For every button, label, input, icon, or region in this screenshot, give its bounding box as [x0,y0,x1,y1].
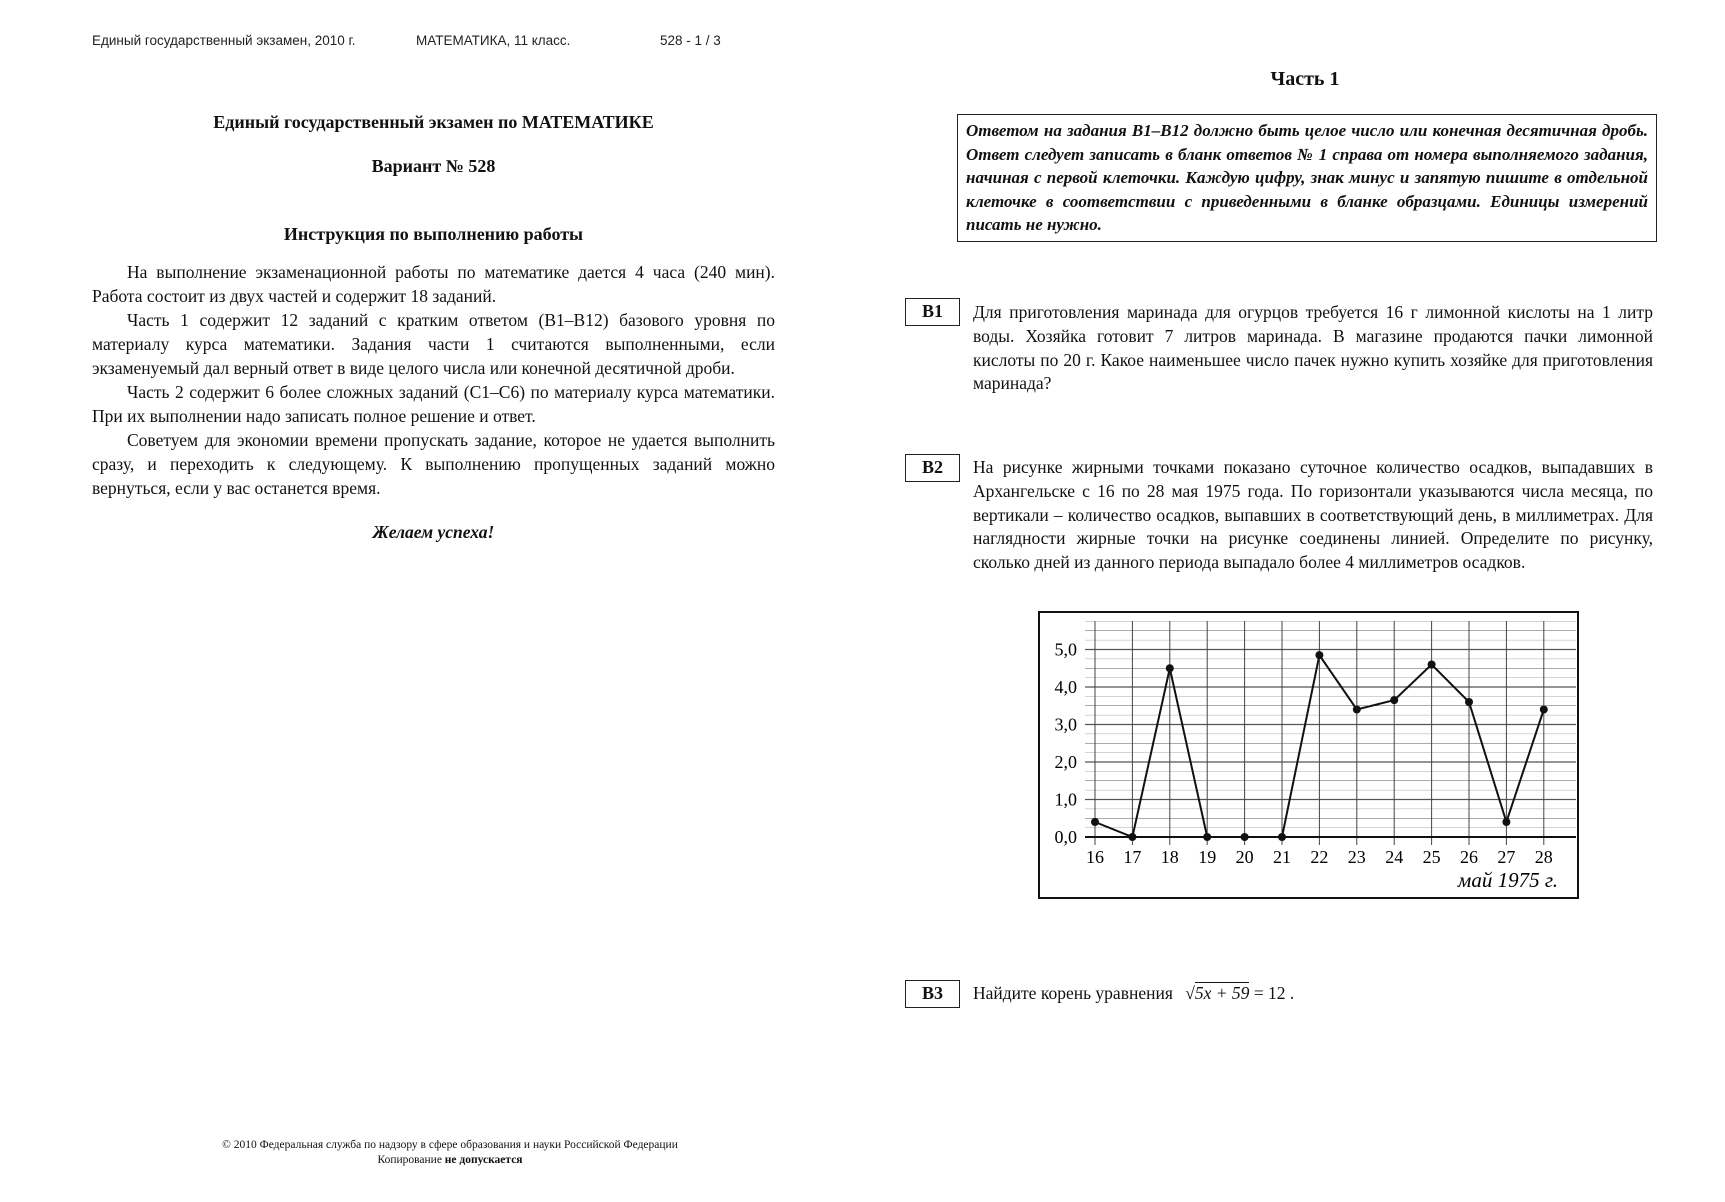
footer-copyright: © 2010 Федеральная служба по надзору в сфере образования и науки Российской Федерации [222,1139,678,1151]
variant: Вариант № 528 [371,156,496,176]
task-text-b1: Для приготовления маринада для огурцов требуется 16 г лимонной кислоты на 1 литр воды. Хозяйка готовит 7 литров маринада. В магазине продаются пачки лимонной кислоты по 20 г. Какое наименьшее число пачек нужно купить хозяйке для приготовления маринада? [973,302,1653,394]
task-label-b2: B2 [905,454,960,482]
task-b3-text: Найдите корень уравнения [973,983,1173,1003]
x-tick-label: 16 [1086,847,1104,867]
formula: √5x + 59 = 12 . [1185,983,1295,1003]
footer-copy-a: Копирование [377,1154,445,1166]
x-tick-label: 20 [1235,847,1254,867]
y-tick-label: 1,0 [1054,789,1077,810]
task-label-b1: B1 [905,298,960,326]
data-point [1390,696,1398,704]
x-tick-label: 25 [1422,847,1441,867]
part-title: Часть 1 [1270,68,1340,90]
wish: Желаем успеха! [372,522,495,542]
x-tick-label: 18 [1160,847,1179,867]
x-tick-label: 22 [1310,847,1329,867]
data-point [1502,818,1510,826]
x-axis-label: май 1975 г. [1457,868,1558,892]
y-tick-label: 2,0 [1054,752,1077,772]
header-page: 528 - 1 / 3 [660,33,721,48]
data-point [1091,818,1099,826]
x-tick-label: 26 [1460,847,1478,867]
y-tick-label: 0,0 [1054,827,1077,847]
data-point [1428,661,1436,669]
data-point [1465,698,1473,706]
paragraph: Советуем для экономии времени пропускать задание, которое не удается выполнить сразу, и переходить к следующему. К выполнению пропущенных заданий можно вернуться, если у вас останется время. [92,430,775,498]
footer [150,1138,750,1168]
formula-radicand: 5x + 59 [1194,983,1250,1003]
doc-title: Единый государственный экзамен по МАТЕМАТИКЕ [213,112,654,132]
paragraph: Часть 2 содержит 6 более сложных заданий (C1–C6) по материалу курса математики. При их выполнении надо записать полное решение и ответ. [92,382,775,426]
data-point [1540,706,1548,714]
x-tick-label: 17 [1123,847,1142,867]
x-tick-label: 23 [1347,847,1366,867]
formula-rhs: = 12 . [1249,983,1295,1003]
x-tick-label: 27 [1497,847,1516,867]
task-label-b3: B3 [905,980,960,1008]
paragraph: Часть 1 содержит 12 заданий с кратким ответом (B1–B12) базового уровня по материалу курса математики. Задания части 1 считаются выполненными, если экзаменуемый дал верный ответ в виде целого числа или конечной десятичной дроби. [92,310,775,378]
data-point [1166,664,1174,672]
header-exam: Единый государственный экзамен, 2010 г. [92,33,356,48]
x-tick-label: 19 [1198,847,1217,867]
data-point [1278,833,1286,841]
y-tick-label: 3,0 [1054,714,1077,735]
footer-copy-b: не допускается [444,1154,523,1166]
instructions [92,110,775,544]
data-point [1203,833,1211,841]
task-text-b2: На рисунке жирными точками показано суточное количество осадков, выпадавших в Архангельске с 16 по 28 мая 1975 года. По горизонтали указываются числа месяца, по вертикали – количество осадков, выпавших в соответствующий день, в миллиметрах. Для наглядности жирные точки на рисунке соединены линией. Определите по рисунку, сколько дней из данного периода выпадало более 4 миллиметров осадков. [973,457,1653,573]
data-point [1315,651,1323,659]
data-point [1353,706,1361,714]
data-point [1128,833,1136,841]
precipitation-chart [1038,611,1579,899]
x-tick-label: 24 [1385,847,1404,867]
answer-note: Ответом на задания B1–B12 должно быть целое число или конечная десятичная дробь. Ответ следует записать в бланк ответов № 1 справа от номера выполняемого задания, начиная с первой клеточки. Каждую цифру, знак минус и запятую пишите в отдельной клеточке в соответствии с приведенными в бланке образцами. Единицы измерений писать не нужно. [957,114,1657,242]
task-text-b3 [973,982,1653,1006]
x-tick-label: 28 [1534,847,1553,867]
paragraph: На выполнение экзаменационной работы по математике дается 4 часа (240 мин). Работа состоит из двух частей и содержит 18 заданий. [92,262,775,306]
instr-title: Инструкция по выполнению работы [283,224,584,244]
y-tick-label: 5,0 [1054,639,1077,660]
x-tick-label: 21 [1273,847,1291,867]
header-subject: МАТЕМАТИКА, 11 класс. [416,33,571,48]
y-tick-label: 4,0 [1054,677,1077,697]
data-point [1241,833,1249,841]
